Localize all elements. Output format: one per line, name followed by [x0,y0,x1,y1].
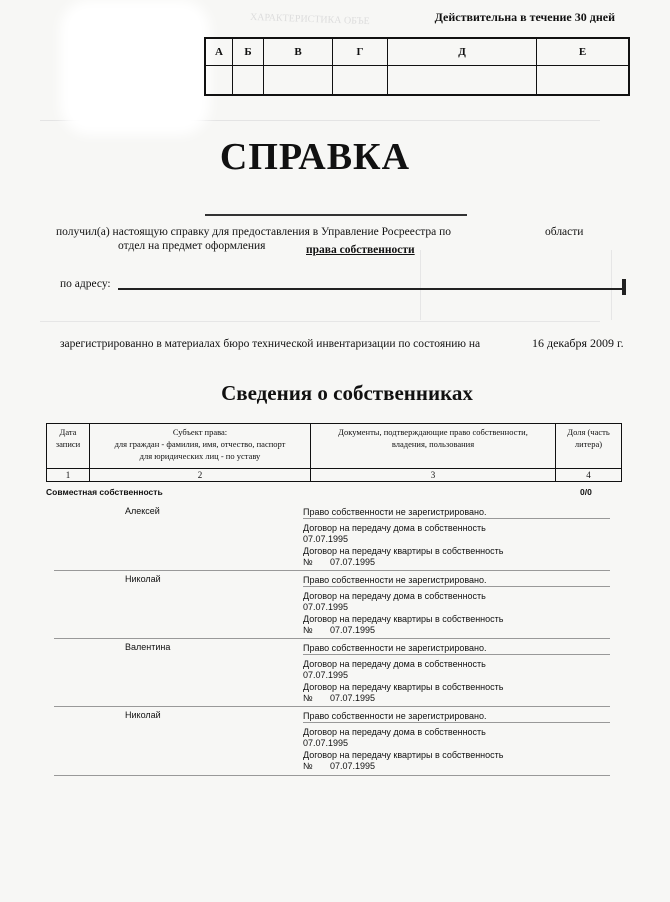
registered-date: 16 декабря 2009 г. [532,336,624,350]
validity-note: Действительна в течение 30 дней [434,10,615,24]
redaction-blob [60,0,210,135]
owner-doc2: Договор на передачу квартиры в собственность [303,750,504,760]
owner-right-status: Право собственности не зарегистрировано. [303,643,487,653]
recipient-name-line [205,214,467,216]
header-col-e: Д [388,38,537,66]
col-share-line1: Доля (часть [567,427,610,437]
owner-doc2-no: № [303,761,313,771]
region-text: области [545,226,584,238]
col-documents [311,424,556,469]
address-label: по адресу: [60,278,111,290]
owner-doc2: Договор на передачу квартиры в собственность [303,682,504,692]
entry-divider [303,518,610,519]
bleed-through-box [420,250,612,320]
header-cell [388,66,537,96]
col-date-line1: Дата [59,427,77,437]
col-num-1: 1 [47,469,90,482]
owner-doc2: Договор на передачу квартиры в собственность [303,546,504,556]
owner-doc1: Договор на передачу дома в собственность [303,727,486,737]
col-share-line2: литера) [574,439,603,449]
col-date [47,424,90,469]
address-line-end [622,279,626,295]
owner-doc2-date: 07.07.1995 [330,693,376,703]
col-subject-line1: Субъект права: [172,427,228,437]
owners-section-title: Сведения о собственниках [221,381,473,405]
owner-right-status: Право собственности не зарегистрировано. [303,575,487,585]
owner-right-status: Право собственности не зарегистрировано. [303,711,487,721]
owner-doc1: Договор на передачу дома в собственность [303,591,486,601]
owner-doc2-no: № [303,625,313,635]
purpose-text: права собственности [306,244,415,256]
owner-doc2: Договор на передачу квартиры в собственность [303,614,504,624]
header-cell [205,66,233,96]
col-subject [90,424,311,469]
header-col-c: В [264,38,333,66]
entry-divider [303,654,610,655]
header-cell [537,66,630,96]
header-col-a: А [205,38,233,66]
owner-doc1: Договор на передачу дома в собственность [303,659,486,669]
owner-right-status: Право собственности не зарегистрировано. [303,507,487,517]
owner-divider [54,638,610,639]
owner-doc2-no: № [303,557,313,567]
owner-doc1-date: 07.07.1995 [303,738,349,748]
col-share [556,424,622,469]
received-text: получил(а) настоящую справку для предоставления в Управление Росреестра по [56,226,451,238]
owner-name: Валентина [125,642,171,652]
department-text: отдел на предмет оформления [118,240,266,252]
header-col-d: Г [333,38,388,66]
col-date-line2: записи [55,439,81,449]
col-documents-line2: владения, пользования [391,439,475,449]
owners-table [46,423,622,482]
joint-ownership-label: Совместная собственность [46,487,163,497]
col-subject-line3: для юридических лиц - по уставу [139,451,261,461]
bleed-through-text: ХАРАКТЕРИСТИКА ОБЪЕ [249,11,370,28]
header-cell [233,66,264,96]
col-num-2: 2 [90,469,311,482]
owner-name: Николай [125,710,161,720]
header-cell [264,66,333,96]
owner-divider [54,706,610,707]
col-documents-line1: Документы, подтверждающие право собственности, [338,427,528,437]
owner-doc2-date: 07.07.1995 [330,625,376,635]
header-table [204,37,630,96]
col-num-3: 3 [311,469,556,482]
joint-share: 0/0 [580,487,592,497]
owner-doc1-date: 07.07.1995 [303,670,349,680]
entry-divider [303,722,610,723]
registered-text: зарегистрированно в материалах бюро технической инвентаризации по состоянию на [60,338,481,350]
owner-doc1-date: 07.07.1995 [303,602,349,612]
owner-doc2-no: № [303,693,313,703]
owner-name: Николай [125,574,161,584]
owner-doc1-date: 07.07.1995 [303,534,349,544]
owner-divider [54,775,610,776]
entry-divider [303,586,610,587]
owner-name: Алексей [125,506,160,516]
header-col-f: Е [537,38,630,66]
col-num-4: 4 [556,469,622,482]
owner-doc2-date: 07.07.1995 [330,557,376,567]
address-line [118,288,624,290]
header-col-b: Б [233,38,264,66]
owner-doc2-date: 07.07.1995 [330,761,376,771]
header-cell [333,66,388,96]
document-title: СПРАВКА [219,136,411,178]
owner-divider [54,570,610,571]
col-subject-line2: для граждан - фамилия, имя, отчество, паспорт [114,439,286,449]
owner-doc1: Договор на передачу дома в собственность [303,523,486,533]
